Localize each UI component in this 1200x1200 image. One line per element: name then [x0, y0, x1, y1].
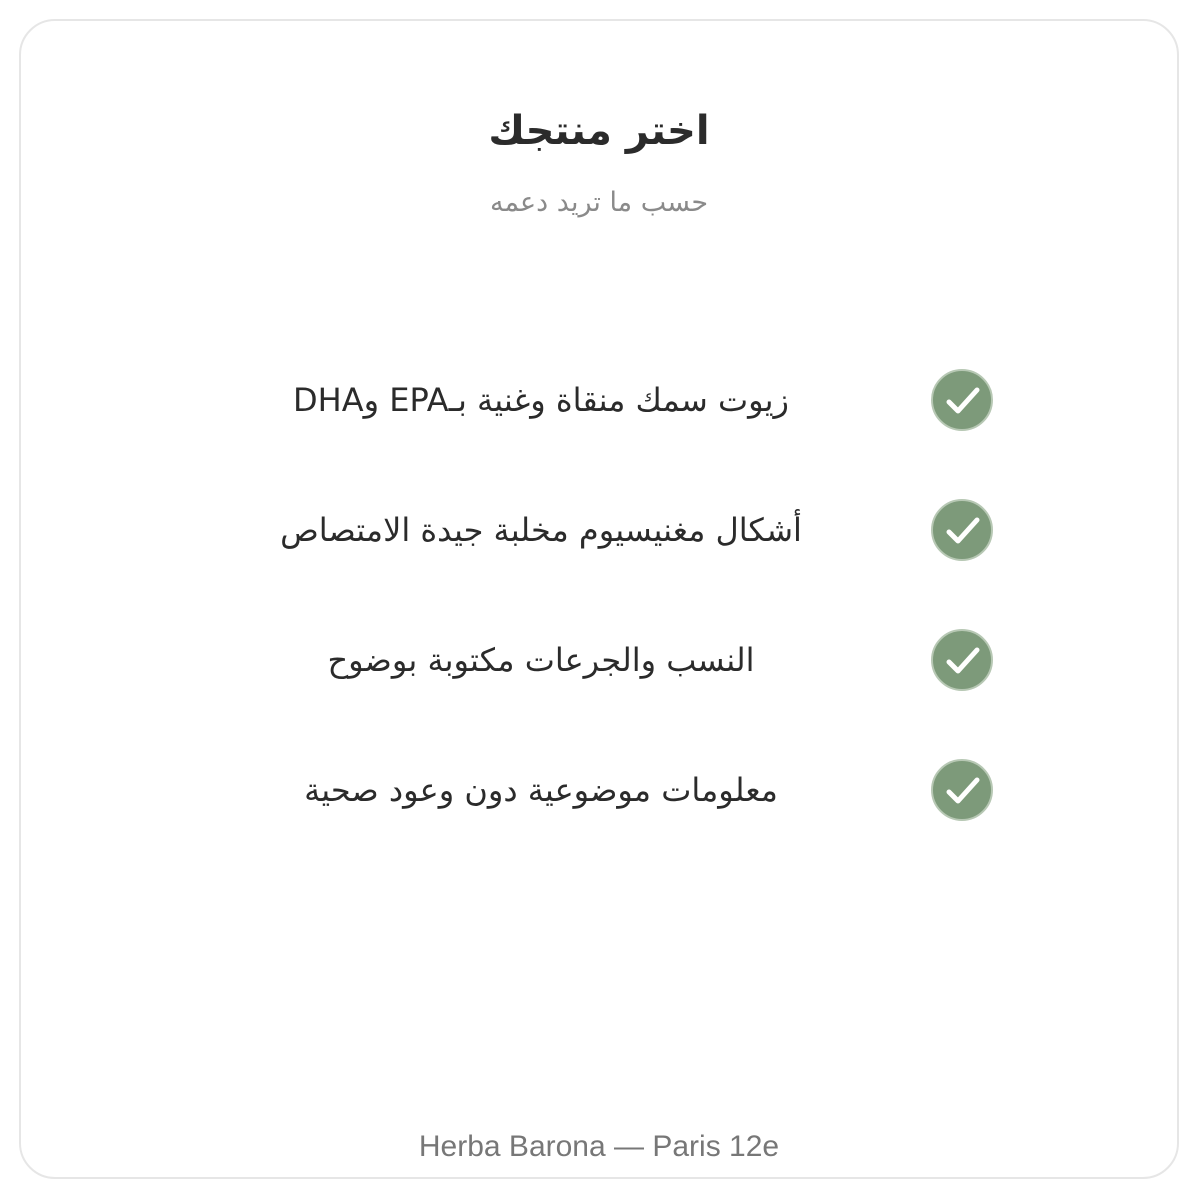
- page-title: اختر منتجك: [488, 108, 710, 154]
- feature-list: [21, 369, 1177, 889]
- page-subtitle: حسب ما تريد دعمه: [489, 187, 709, 218]
- feature-label: معلومات موضوعية دون وعود صحية: [304, 771, 778, 809]
- feature-label: زيوت سمك منقاة وغنية بـEPA وDHA: [293, 381, 789, 419]
- feature-label: أشكال مغنيسيوم مخلبة جيدة الامتصاص: [280, 511, 802, 549]
- feature-item: [21, 499, 1177, 629]
- feature-item: [21, 759, 1177, 889]
- check-icon: [931, 629, 993, 691]
- check-icon: [931, 499, 993, 561]
- product-card: [19, 19, 1179, 1179]
- check-icon: [931, 759, 993, 821]
- feature-item: [21, 369, 1177, 499]
- footer-brand: Herba Barona — Paris 12e: [418, 1130, 780, 1163]
- feature-label: النسب والجرعات مكتوبة بوضوح: [327, 641, 755, 679]
- check-icon: [931, 369, 993, 431]
- feature-item: [21, 629, 1177, 759]
